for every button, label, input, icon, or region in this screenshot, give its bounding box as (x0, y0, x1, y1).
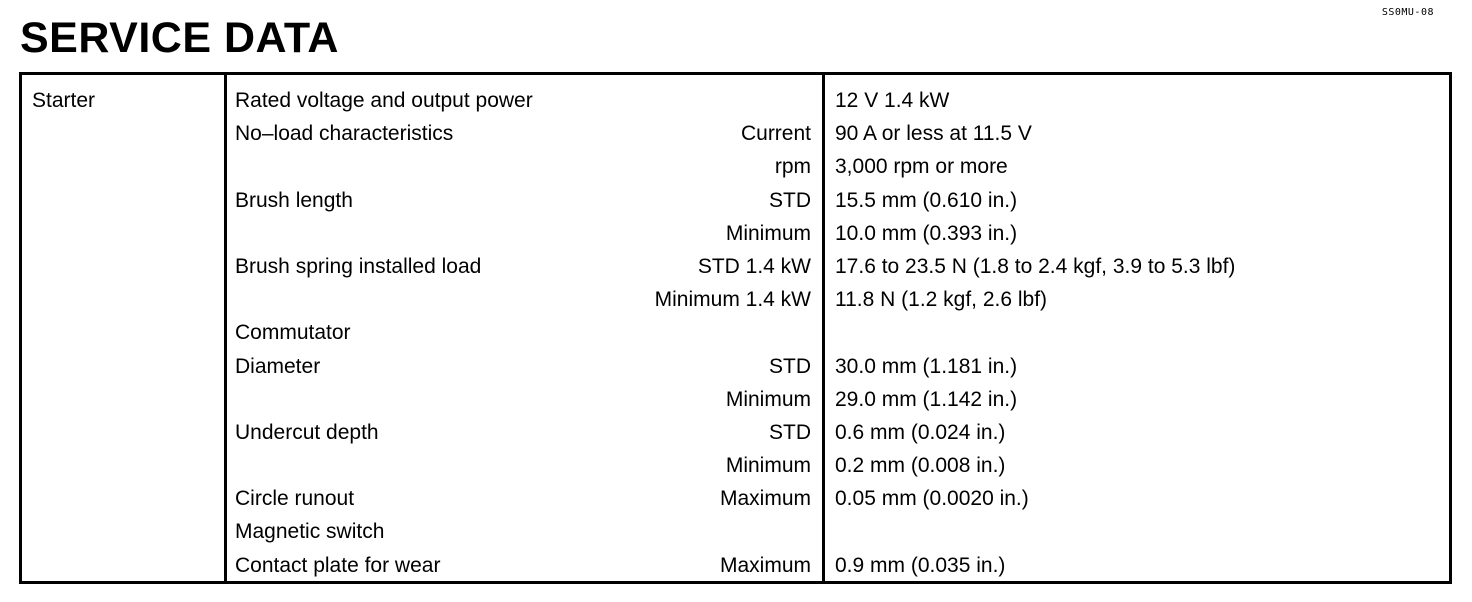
item-label: Undercut depth (235, 420, 379, 444)
item-label: Circle runout (235, 487, 355, 511)
spec-value: 15.5 mm (0.610 in.) (835, 188, 1018, 212)
table-row (22, 351, 1449, 384)
table-row (22, 384, 1449, 417)
condition-label: Current (740, 122, 811, 146)
spec-value: 0.05 mm (0.0020 in.) (835, 487, 1029, 511)
condition-label: STD (769, 354, 811, 378)
table-row (22, 251, 1449, 284)
spec-value: 90 A or less at 11.5 V (835, 122, 1032, 146)
document-code: SS0MU-08 (1381, 7, 1434, 18)
table-row (22, 284, 1449, 317)
condition-label: STD (769, 420, 811, 444)
table-rows (22, 85, 1449, 583)
spec-value: 30.0 mm (1.181 in.) (835, 354, 1018, 378)
item-label: Magnetic switch (235, 520, 385, 544)
category-label: Starter (32, 89, 96, 112)
condition-label: Maximum (719, 487, 811, 511)
condition-label: rpm (774, 155, 811, 179)
item-label: Commutator (235, 321, 351, 345)
spec-value: 10.0 mm (0.393 in.) (835, 221, 1018, 245)
item-label: Rated voltage and output power (235, 89, 533, 112)
spec-value: 0.6 mm (0.024 in.) (835, 420, 1006, 444)
table-row (22, 450, 1449, 483)
table-row (22, 151, 1449, 184)
table-row (22, 483, 1449, 516)
table-row (22, 516, 1449, 549)
table-row (22, 417, 1449, 450)
condition-label: STD 1.4 kW (697, 254, 811, 278)
item-label: Brush spring installed load (235, 254, 482, 278)
table-row (22, 85, 1449, 118)
spec-value: 17.6 to 23.5 N (1.8 to 2.4 kgf, 3.9 to 5.3 lbf) (835, 254, 1236, 278)
condition-label: Minimum (725, 221, 811, 245)
item-label: No–load characteristics (235, 122, 454, 146)
table-row (22, 185, 1449, 218)
spec-value: 3,000 rpm or more (835, 155, 1008, 179)
condition-label: Maximum (719, 553, 811, 577)
spec-value: 0.9 mm (0.035 in.) (835, 553, 1006, 577)
page-title: SERVICE DATA (20, 14, 339, 62)
spec-value: 12 V 1.4 kW (835, 89, 950, 112)
spec-value: 0.2 mm (0.008 in.) (835, 454, 1006, 478)
condition-label: Minimum (725, 454, 811, 478)
spec-value: 11.8 N (1.2 kgf, 2.6 lbf) (835, 288, 1048, 312)
table-row (22, 118, 1449, 151)
item-label: Diameter (235, 354, 321, 378)
spec-value: 29.0 mm (1.142 in.) (835, 387, 1018, 411)
service-data-table (19, 72, 1452, 584)
condition-label: Minimum 1.4 kW (654, 288, 811, 312)
table-row (22, 550, 1449, 583)
item-label: Brush length (235, 188, 353, 212)
table-row (22, 317, 1449, 350)
table-row (22, 218, 1449, 251)
condition-label: Minimum (725, 387, 811, 411)
item-label: Contact plate for wear (235, 553, 441, 577)
condition-label: STD (769, 188, 811, 212)
